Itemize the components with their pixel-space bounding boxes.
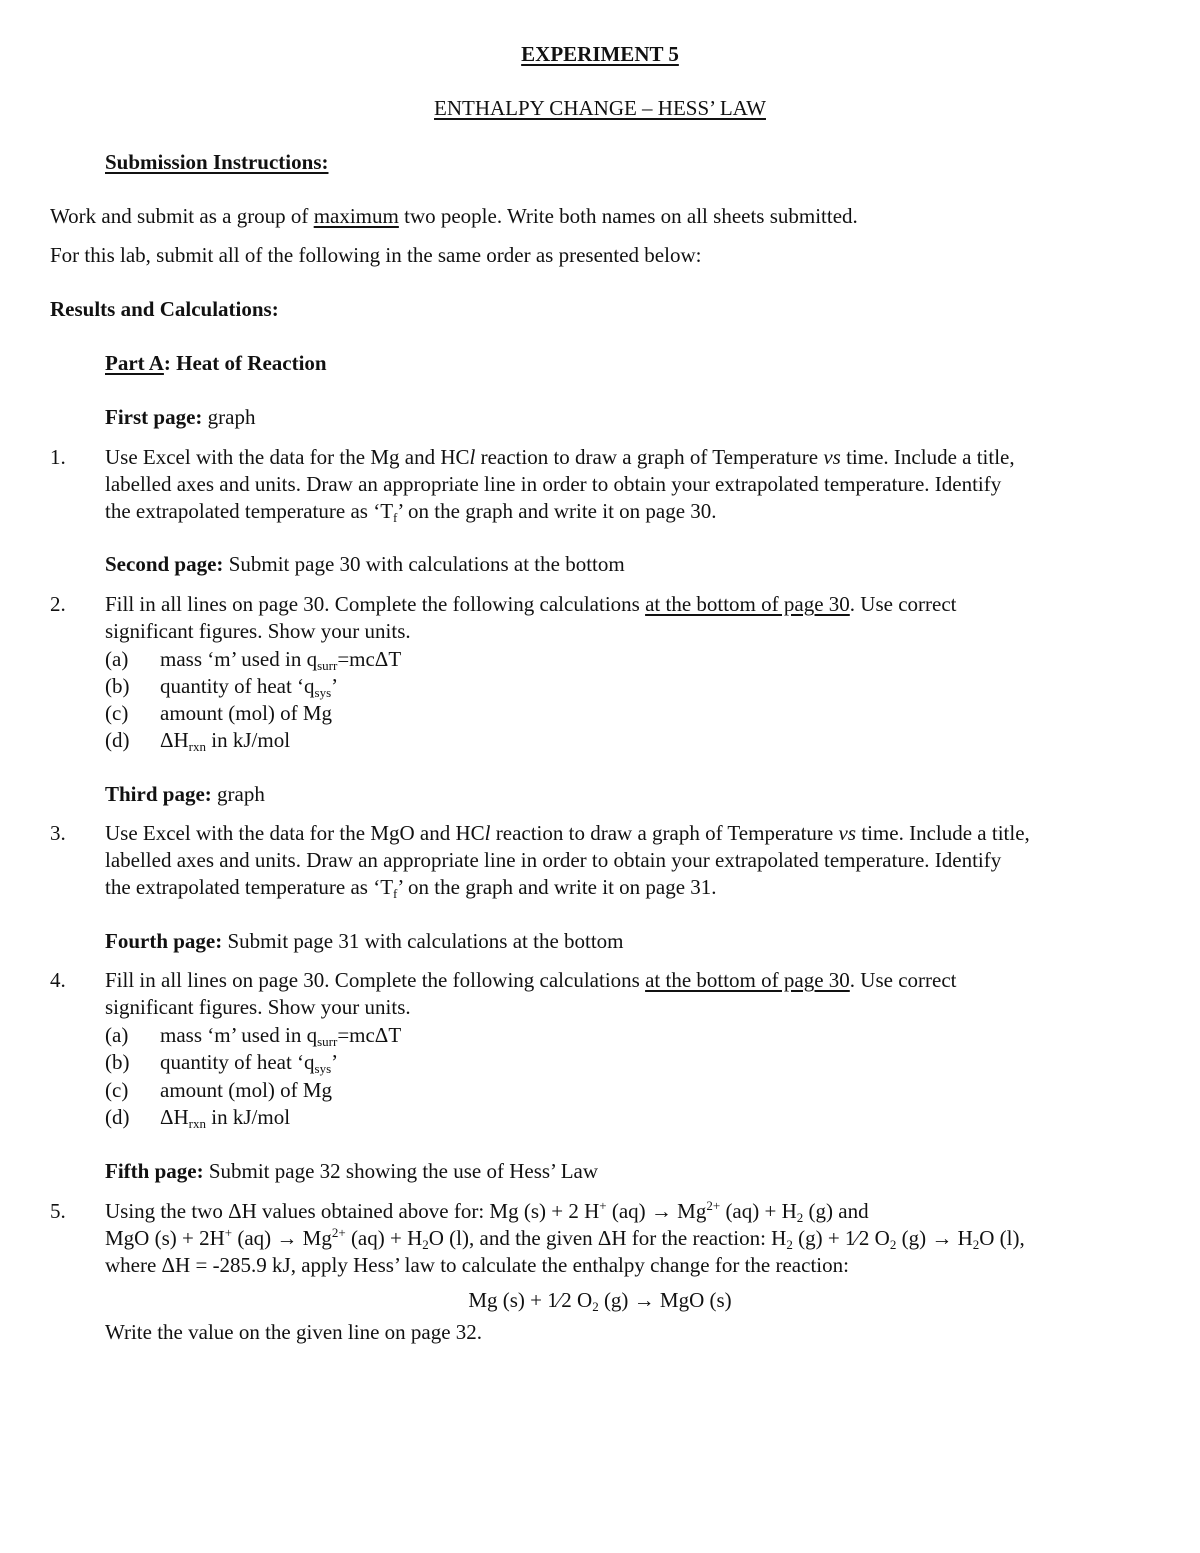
item-5-text: Using the two ΔH values obtained above for: Mg (s) + 2 H+ $(aq) \to Mg^{2+}$ $(aq) + H_2$ (g) and MgO (s) + 2H+ $(aq) \to Mg^{2+}$ $(aq) + H_2O$ (l), and the given ΔH for the reaction: $H_2$ (g) + 1⁄2 $O_2$ $(g) \to H_2O$ (l), where ΔH = -285.9 kJ, apply Hess’ law to calculate the enthalpy change for the reaction: xyxy=(105,1198,1025,1277)
first-page-heading: First page: graph xyxy=(105,405,256,429)
item-5-number: 5. xyxy=(50,1199,66,1223)
intro-line-1: Work and submit as a group of maximum two people. Write both names on all sheets submitted. xyxy=(50,204,858,228)
document-title: EXPERIMENT 5 xyxy=(521,42,679,66)
target-reaction-equation: Mg (s) + 1⁄2 $O_2$ (g) → MgO (s) xyxy=(468,1288,732,1314)
fourth-page-heading: Fourth page: Submit page 31 with calculations at the bottom xyxy=(105,929,624,953)
intro-line-2: For this lab, submit all of the following in the same order as presented below: xyxy=(50,243,702,267)
item-4-text: Fill in all lines on page 30. Complete the following calculations at the bottom of page 30. Use correct significant figures. Show your units. xyxy=(105,968,957,1019)
item-2-text: Fill in all lines on page 30. Complete the following calculations at the bottom of page 30. Use correct significant figures. Show your units. xyxy=(105,592,957,643)
item-1-number: 1. xyxy=(50,445,66,469)
item-4b: (b) quantity of heat ‘$q_{sys}$’ xyxy=(105,1050,339,1076)
item-1-text: Use Excel with the data for the Mg and HCl reaction to draw a graph of Temperature vs time. Include a title, labelled axes and units. Draw an appropriate line in order to obtain your extrapolated temperature. Identify the extrapolated temperature as ‘$T_f$’ on the graph and write it on page 30. xyxy=(105,445,1015,525)
item-3-number: 3. xyxy=(50,821,66,845)
item-4-number: 4. xyxy=(50,968,66,992)
item-3-text: Use Excel with the data for the MgO and HCl reaction to draw a graph of Temperature vs time. Include a title, labelled axes and units. Draw an appropriate line in order to obtain your extrapolated temperature. Identify the extrapolated temperature as ‘$T_f$’ on the graph and write it on page 31. xyxy=(105,821,1030,901)
item-5-final-line: Write the value on the given line on page 32. xyxy=(105,1320,483,1344)
results-heading: Results and Calculations: xyxy=(50,297,279,321)
second-page-heading: Second page: Submit page 30 with calculations at the bottom xyxy=(105,552,625,576)
submission-heading: Submission Instructions: xyxy=(105,150,329,174)
item-2-number: 2. xyxy=(50,592,66,616)
fifth-page-heading: Fifth page: Submit page 32 showing the use of Hess’ Law xyxy=(105,1159,599,1183)
part-a-heading: Part A: Heat of Reaction xyxy=(105,351,327,375)
item-2d: (d) $\Delta H_{rxn}$ in kJ/mol xyxy=(105,728,291,754)
third-page-heading: Third page: graph xyxy=(105,782,265,806)
item-2c: (c) amount (mol) of Mg xyxy=(105,701,333,725)
item-2b: (b) quantity of heat ‘$q_{sys}$’ xyxy=(105,674,339,700)
item-4a: (a) mass ‘m’ used in $q_{surr}=mc\Delta T$ xyxy=(105,1023,402,1049)
item-2a: (a) mass ‘m’ used in $q_{surr}=mc\Delta T$ xyxy=(105,647,402,673)
document-subtitle: ENTHALPY CHANGE – HESS’ LAW xyxy=(434,96,766,120)
item-4d: (d) $\Delta H_{rxn}$ in kJ/mol xyxy=(105,1105,291,1131)
item-4c: (c) amount (mol) of Mg xyxy=(105,1078,333,1102)
